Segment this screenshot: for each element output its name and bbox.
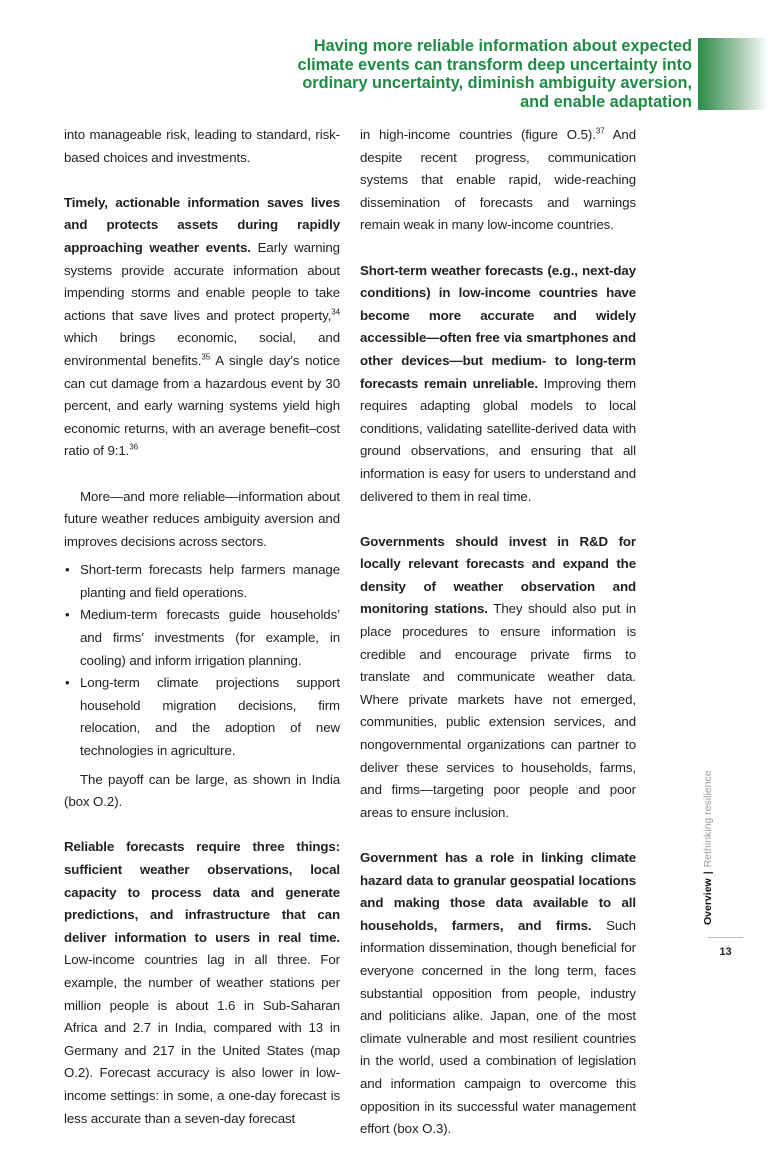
footnote-ref: 35 — [201, 352, 211, 362]
body-text: Low-income countries lag in all three. For example, the number of weather stations per million people is about 1.6 in Sub-Saharan Africa and 2.7 in India, compared with 13 in Germany and 217 in the United States (map O.2). Forecast accuracy is also lower in low-income settings: in some, a one-day forecast is less accurate than a seven-day forecast — [64, 952, 340, 1126]
bullet-item: • Medium-term forecasts guide households’ and firms’ investments (for example, in cooling) and inform irrigation planning. — [64, 604, 340, 672]
bullet-item: • Short-term forecasts help farmers manage planting and field operations. — [64, 559, 340, 604]
paragraph — [64, 192, 340, 463]
running-header — [702, 770, 714, 925]
body-text: A single day’s notice can cut damage from a hazardous event by 30 percent, and early warning systems yield high economic returns, with an average benefit–cost ratio of 9:1. — [64, 352, 340, 459]
body-text: Improving them requires adapting global models to local conditions, validating satellite-derived data with ground observations, and ensuring that all information is easy for users to understand and delivered to them in real time. — [360, 375, 636, 504]
green-gradient-bar — [698, 38, 768, 110]
body-text: The payoff can be large, as shown in India (box O.2). — [64, 771, 340, 810]
footnote-ref: 37 — [595, 126, 605, 136]
paragraph — [64, 769, 340, 814]
body-text: into manageable risk, leading to standard, risk-based choices and investments. — [64, 127, 340, 165]
bold-lead: Short-term weather forecasts (e.g., next-day conditions) in low-income countries have become more accurate and widely accessible—often free via smartphones and other devices—but medium- to long-term forecasts remain unreliable. — [360, 262, 636, 391]
section-label: Overview — [702, 878, 714, 925]
body-text: More—and more reliable—information about future weather reduces ambiguity aversion and improves decisions across sectors. — [64, 488, 340, 549]
body-text: Early warning systems provide accurate information about impending storms and enable people to take actions that save lives and protect property, — [64, 239, 340, 323]
body-text: in high-income countries (figure O.5). — [360, 127, 596, 142]
pull-quote-headline: Having more reliable information about expected climate events can transform deep uncertainty into ordinary uncertainty, diminish ambiguity aversion, and enable adaptation — [297, 37, 692, 111]
paragraph — [64, 124, 340, 169]
page-number: 13 — [719, 946, 732, 958]
chapter-label: Rethinking resilience — [702, 770, 714, 868]
bullet-list — [64, 559, 340, 762]
paragraph — [360, 124, 636, 237]
paragraph — [64, 836, 340, 1130]
paragraph — [360, 260, 636, 509]
bold-lead: Timely, actionable information saves lives and protects assets during rapidly approaching weather events. — [64, 194, 340, 255]
bold-lead: Governments should invest in R&D for locally relevant forecasts and expand the density of weather observation and monitoring stations. — [360, 533, 636, 617]
body-text: which brings economic, social, and environmental benefits. — [64, 330, 340, 368]
body-text: And despite recent progress, communication systems that enable rapid, wide-reaching dissemination of forecasts and warnings remain weak in many low-income countries. — [360, 127, 636, 233]
paragraph — [360, 847, 636, 1141]
bold-lead: Reliable forecasts require three things: sufficient weather observations, local capacity to process data and generate predictions, and infrastructure that can deliver information to users in real time. — [64, 839, 340, 945]
bullet-item: • Long-term climate projections support household migration decisions, firm relocation, and the adoption of new technologies in agriculture. — [64, 672, 340, 762]
bold-lead: Government has a role in linking climate hazard data to granular geospatial locations and making those data available to all households, farmers, and firms. — [360, 850, 636, 933]
body-text: They should also put in place procedures to ensure information is credible and encourage private firms to translate and communicate weather data. Where private markets have not emerged, communities, public extension services, and nongovernmental organizations can partner to deliver these services to households, farms, and firms—targeting poor people and poor areas to ensure inclusion. — [360, 601, 637, 820]
footnote-ref: 36 — [129, 442, 138, 452]
divider — [708, 937, 743, 938]
footnote-ref: 34 — [331, 307, 340, 317]
left-column — [64, 124, 340, 1153]
paragraph — [360, 531, 636, 825]
separator: | — [702, 871, 714, 875]
body-text: Such information dissemination, though beneficial for everyone concerned in the long term, faces substantial opposition from people, industry and politicians alike. Japan, one of the most climate vulnerable and most resilient countries in the world, used a combination of legislation and information campaign to overcome this opposition in its successful water management effort (box O.3). — [360, 917, 636, 1137]
right-column — [360, 124, 636, 1163]
paragraph — [64, 486, 340, 554]
